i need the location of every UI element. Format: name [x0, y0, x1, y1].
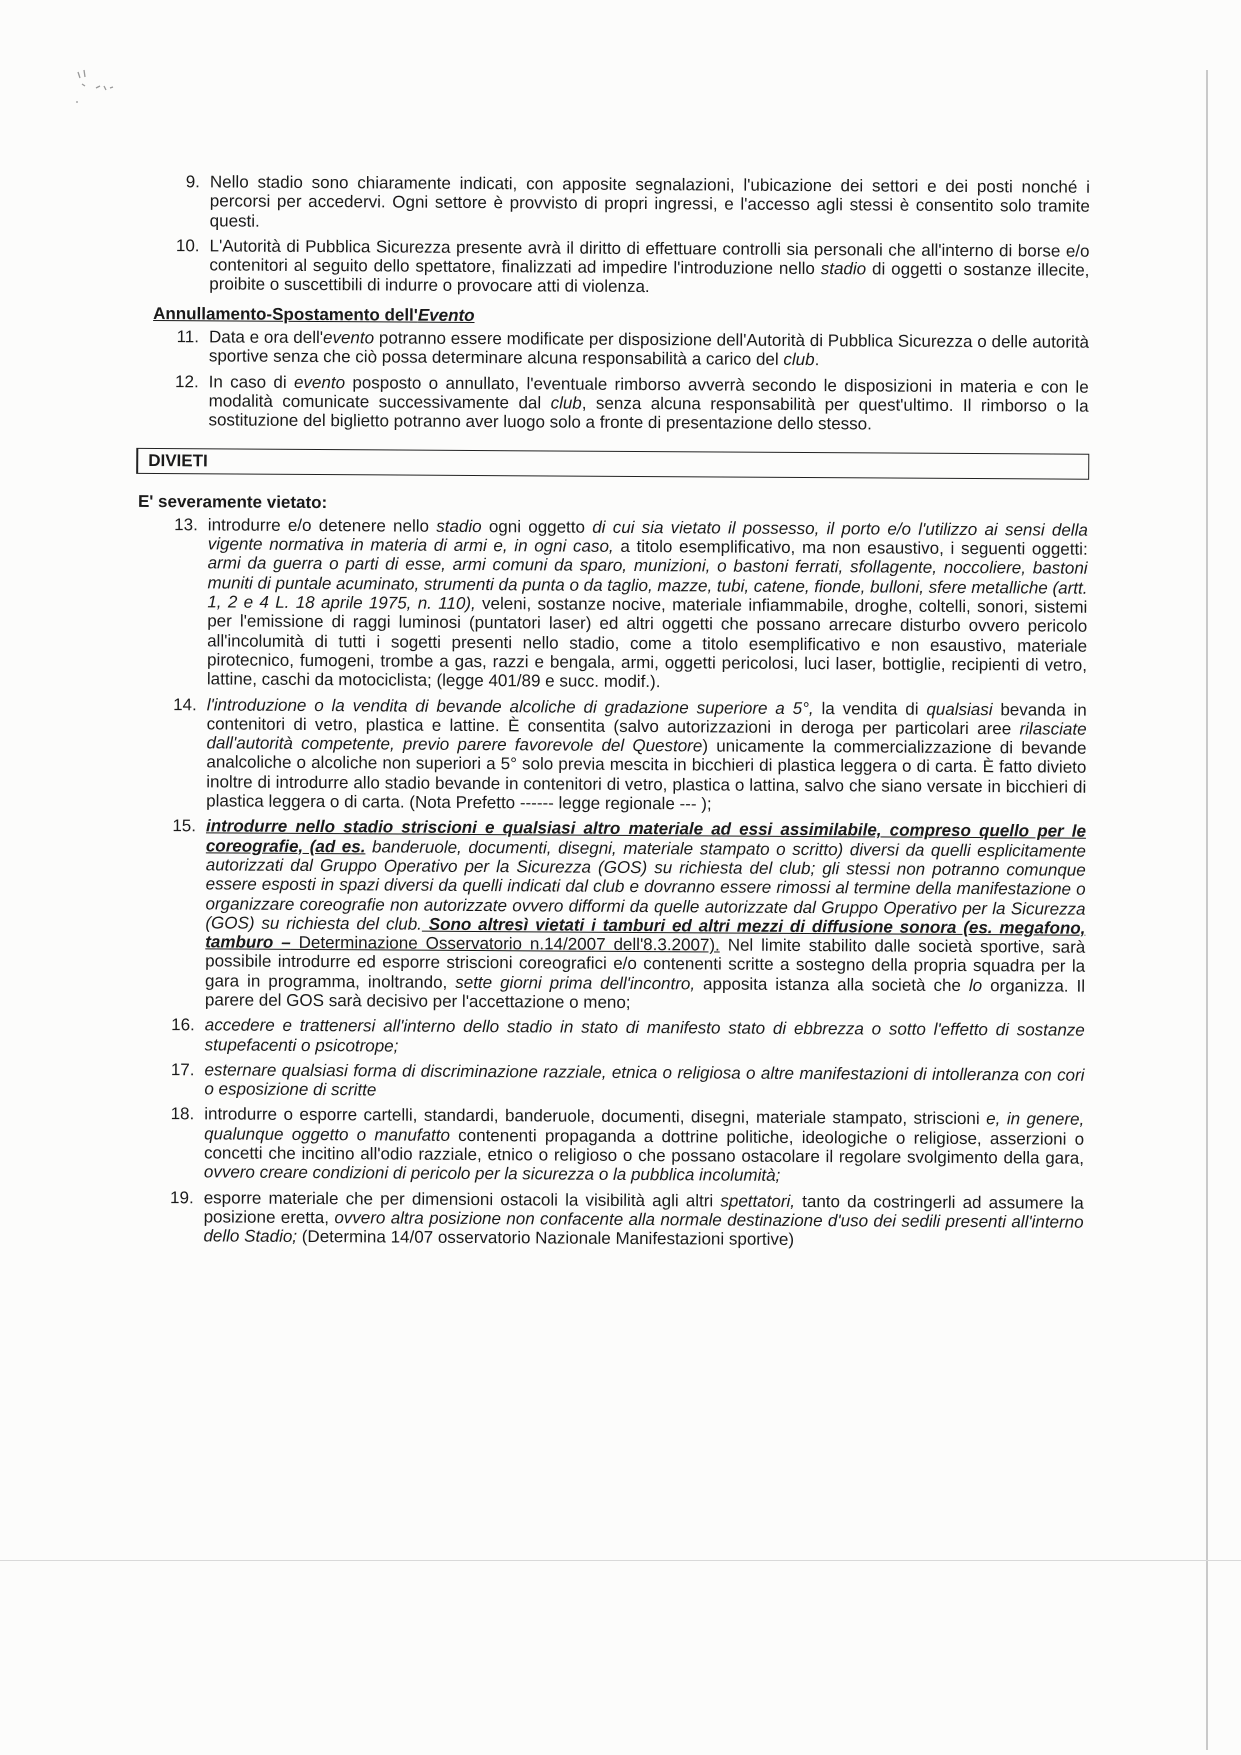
list-item-11: [149, 327, 1089, 371]
prohibitions-intro: E' severamente vietato:: [137, 491, 328, 512]
list-item-18: [144, 1104, 1084, 1187]
item-text: accedere e trattenersi all'interno dello stadio in stato di manifesto stato di ebbrezza o sotto l'effetto di sostanze stupefacenti o psicotrope;: [204, 1015, 1085, 1056]
list-item-17: [144, 1060, 1084, 1104]
section-heading-annullamento: Annullamento-Spostamento dell'Evento: [153, 303, 475, 325]
item-text: l'introduzione o la vendita di bevande alcoliche di gradazione superiore a 5°, la vendita di qualsiasi bevanda in contenitori di vetro, plastica e lattine. È consentita (salvo autorizzazioni in deroga per particolari aree rilasciate dall'autorità competente, previo parere favorevole del Questore) unicamente la commercializzazione di bevande analcoliche o alcoliche non superiori a 5° solo previa mescita in bicchieri di plastica leggera o di carta. È fatto divieto inoltre di introdurre allo stadio bevande in contenitori di vetro, plastica o lattina, salvo che siano versate in bicchieri di plastica leggera o di carta. (Nota Prefetto ------ legge regionale --- );: [206, 694, 1087, 814]
list-item-13: [147, 515, 1088, 694]
item-number: 14.: [173, 694, 197, 714]
item-number: 11.: [176, 327, 200, 347]
list-item-19: [143, 1188, 1083, 1252]
item-number: 9.: [185, 172, 200, 192]
scan-bottom-line: [0, 1560, 1241, 1561]
item-number: 12.: [175, 371, 199, 391]
items-list-annullamento: [148, 327, 1089, 435]
scan-edge-line: [1206, 70, 1208, 1750]
item-text: esporre materiale che per dimensioni ostacoli la visibilità agli altri spettatori, tanto da costringerli ad assumere la posizione eretta, ovvero altra posizione non confacente alla normale destinazione d'uso dei sedili presenti all'interno dello Stadio; (Determina 14/07 osservatorio Nazionale Manifestazioni sportive): [203, 1188, 1084, 1250]
list-item-15: [145, 816, 1086, 1015]
list-item-10: [149, 236, 1089, 300]
section-box-divieti: [136, 447, 1089, 479]
item-number: 19.: [170, 1187, 194, 1207]
item-number: 17.: [170, 1060, 195, 1080]
item-number: 10.: [175, 236, 200, 256]
item-number: 18.: [170, 1104, 195, 1124]
item-text: introdurre o esporre cartelli, standardi, banderuole, documenti, disegni, materiale stampato, striscioni e, in genere, qualunque oggetto o manufatto contenenti propaganda a dottrine politiche, ideologiche o religiose, asserzioni o concetti che incitino all'odio razziale, etnico o religioso o che possano ostacolare il regolare svolgimento della gara, ovvero creare condizioni di pericolo per la sicurezza o la pubblica incolumità;: [203, 1104, 1085, 1186]
list-item-9: [150, 172, 1090, 236]
item-number: 16.: [171, 1015, 195, 1035]
item-text: L'Autorità di Pubblica Sicurezza presente avrà il diritto di effettuare controlli sia personali che all'interno di borse e/o contenitori al seguito dello spettatore, finalizzati ad impedire l'introduzione nello stadio di oggetti o sostanze illecite, proibite o suscettibili di indurre o provocare atti di violenza.: [209, 236, 1090, 297]
list-item-14: [146, 695, 1087, 817]
document-body: [137, 172, 1090, 1257]
items-list-divieti: [143, 515, 1087, 1251]
item-text: Nello stadio sono chiaramente indicati, con apposite segnalazioni, l'ubicazione dei settori e dei posti nonché i percorsi per accedervi. Ogni settore è provvisto di propri ingressi, e l'accesso agli stessi è consentito solo tramite questi.: [209, 172, 1090, 231]
item-text: Data e ora dell'evento potranno essere modificate per disposizione dell'Autorità di Pubblica Sicurezza o delle autorità sportive senza che ciò possa determinare alcuna responsabilità a carico del club.: [208, 327, 1090, 370]
item-number: 15.: [172, 816, 197, 836]
item-number: 13.: [174, 515, 198, 535]
item-text: introdurre nello stadio striscioni e qualsiasi altro materiale ad essi assimilabile, compreso quello per le coreografie, (ad es. banderuole, documenti, disegni, materiale stampato o scritto) diversi da quelli esplicitamente autorizzati dal Gruppo Operativo per la Sicurezza (GOS) su richiesta del club; gli stessi non potranno comunque essere esposti in spazi diversi da quelli indicati dal club e dovranno essere rimossi al termine della manifestazione o organizzare coreografie non autorizzate ovvero difformi da quelle autorizzate dal Gruppo Operativo per la Sicurezza (GOS) su richiesta del club. Sono altresì vietati i tamburi ed altri mezzi di diffusione sonora (es. megafono, tamburo – Determinazione Osservatorio n.14/2007 dell'8.3.2007). Nel limite stabilito dalle società sportive, sarà possibile introdurre ed esporre striscioni coreografici e/o contenenti scritte a sostegno della propria squadra per la gara in programma, inoltrando, sette giorni prima dell'incontro, apposita istanza alla società che lo organizza. Il parere del GOS sarà decisivo per l'accettazione o meno;: [204, 816, 1087, 1012]
list-item-16: [145, 1015, 1085, 1059]
scan-artifact-icon: [70, 62, 130, 122]
item-text: esternare qualsiasi forma di discriminazione razziale, etnica o religiosa o altre manifestazioni di intolleranza con cori o esposizione di scritte: [204, 1060, 1085, 1100]
item-text: introdurre e/o detenere nello stadio ogni oggetto di cui sia vietato il possesso, il porto e/o l'utilizzo ai sensi della vigente normativa in materia di armi e, in ogni caso, a titolo esemplificativo, ma non esaustivo, i seguenti oggetti: armi da guerra o parti di esse, armi comuni da sparo, munizioni, o bastoni ferrati, sfollagente, noccoliere, bastoni muniti di puntale acuminato, strumenti da punta o da taglio, mazze, tubi, catene, fionde, bulloni, sfere metalliche (artt. 1, 2 e 4 L. 18 aprile 1975, n. 110), veleni, sostanze nocive, materiale infiammabile, droghe, coltelli, sonori, sistemi per l'emissione di raggi luminosi (puntatori laser) ed altri oggetti che possano arrecare disturbo ovvero pericolo all'incolumità di tutti i sogetti presenti nello stadio, come a titolo esemplificativo e non esaustivo, materiale pirotecnico, fumogeni, trombe a gas, razzi e bengala, armi, oggetti pericolosi, luci laser, bottiglie, recipienti di vetro, lattine, caschi da motociclista; (legge 401/89 e succ. modif.).: [206, 515, 1088, 692]
list-item-12: [148, 372, 1088, 436]
items-list-top: [149, 172, 1090, 300]
item-text: In caso di evento posposto o annullato, l'eventuale rimborso avverrà secondo le disposizioni in materia e con le modalità comunicate successivamente dal club, senza alcuna responsabilità per quest'ultimo. Il rimborso o la sostituzione del biglietto potranno aver luogo solo a fronte di presentazione dello stesso.: [208, 372, 1089, 434]
section-box-title: DIVIETI: [148, 450, 208, 470]
